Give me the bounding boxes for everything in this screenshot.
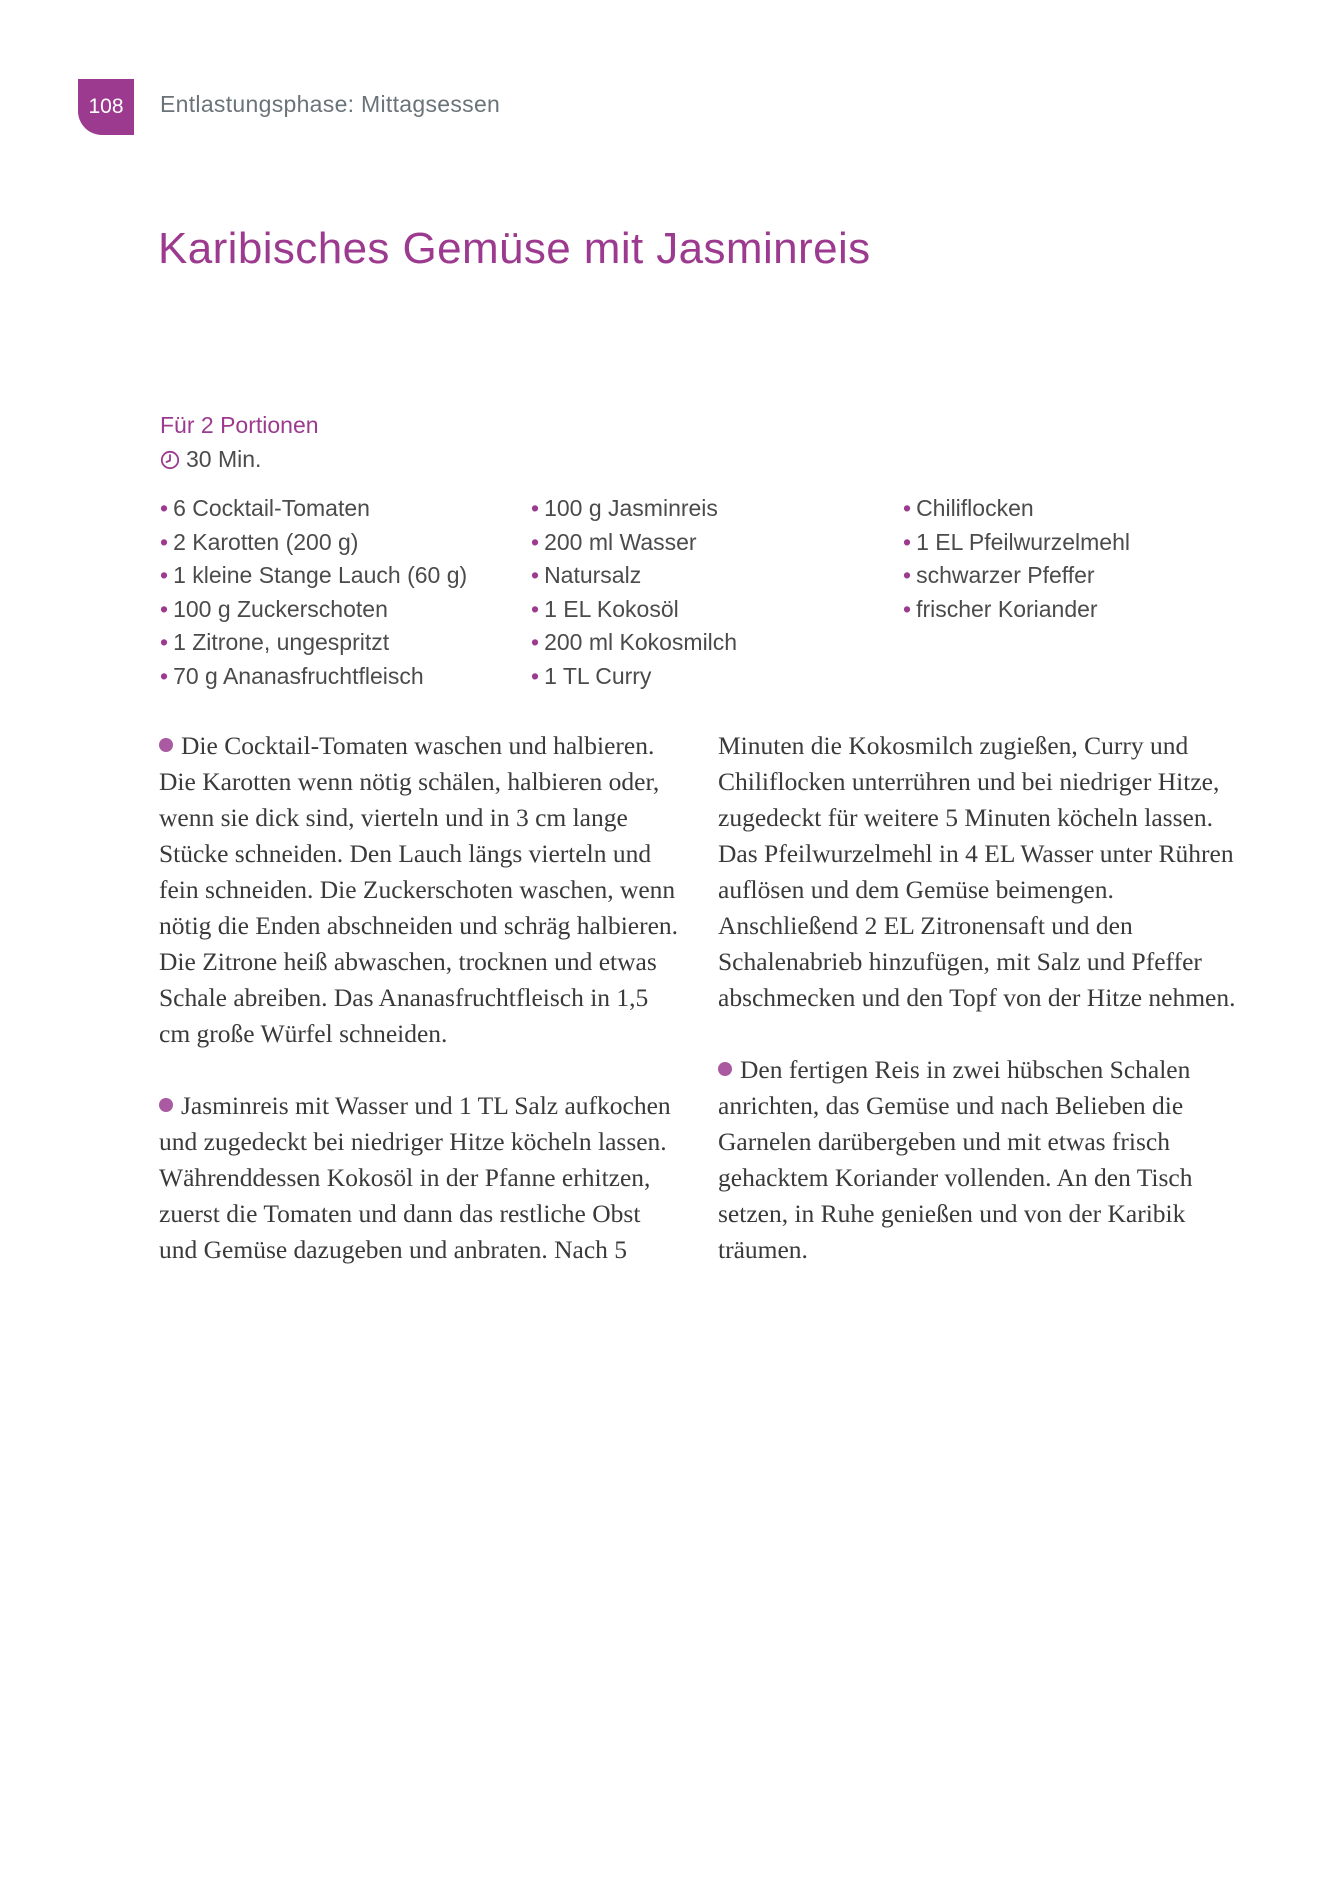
- instructions-left-column: [159, 728, 679, 1304]
- ingredient-list-col3: [903, 492, 1130, 626]
- prep-time: [160, 446, 261, 473]
- ingredient-item: • schwarzer Pfeffer: [903, 562, 1095, 588]
- bullet-icon: [159, 1098, 173, 1112]
- ingredient-item: • 200 ml Kokosmilch: [531, 629, 738, 655]
- servings: Für 2 Portionen: [160, 412, 319, 438]
- ingredient-item: • 1 Zitrone, ungespritzt: [160, 629, 390, 655]
- ingredient-list-col1: [160, 492, 467, 693]
- instruction-step-2-continued: Minuten die Kokosmilch zugießen, Curry und Chiliflocken unterrühren und bei niedriger Hitze, zugedeckt für weitere 5 Minuten köcheln lassen. Das Pfeilwurzelmehl in 4 EL Wasser unter Rühren auflösen und dem Gemüse beimengen. Anschließend 2 EL Zitronensaft und den Schalenabrieb hinzufügen, mit Salz und Pfeffer abschmecken und den Topf von der Hitze nehmen.: [718, 731, 1236, 1012]
- ingredient-item: • Chiliflocken: [903, 495, 1034, 521]
- clock-icon: [160, 450, 180, 470]
- ingredient-item: • 100 g Jasminreis: [531, 495, 718, 521]
- ingredient-item: • Natursalz: [531, 562, 642, 588]
- instruction-step-2: Jasminreis mit Wasser und 1 TL Salz aufkochen und zugedeckt bei niedriger Hitze köcheln lassen. Währenddessen Kokosöl in der Pfanne erhitzen, zuerst die Tomaten und dann das restliche Obst und Gemüse dazugeben und anbraten. Nach 5: [159, 1091, 671, 1264]
- ingredient-item: • 1 EL Pfeilwurzelmehl: [903, 528, 1130, 555]
- ingredient-item: • 1 EL Kokosöl: [531, 595, 679, 622]
- ingredient-item: • 6 Cocktail-Tomaten: [160, 495, 370, 521]
- bullet-icon: [718, 1062, 732, 1076]
- ingredient-item: • 1 kleine Stange Lauch (60 g): [160, 562, 468, 588]
- ingredient-item: • 70 g Ananasfruchtfleisch: [160, 662, 424, 689]
- ingredient-item: • 1 TL Curry: [531, 662, 652, 689]
- ingredient-item: • frischer Koriander: [903, 595, 1098, 622]
- instruction-step-1: Die Cocktail-Tomaten waschen und halbieren. Die Karotten wenn nötig schälen, halbieren oder, wenn sie dick sind, vierteln und in 3 cm lange Stücke schneiden. Den Lauch längs vierteln und fein schneiden. Die Zuckerschoten waschen, wenn nötig die Enden abschneiden und schräg halbieren. Die Zitrone heiß abwaschen, trocknen und etwas Schale abreiben. Das Ananasfruchtfleisch in 1,5 cm große Würfel schneiden.: [159, 731, 679, 1048]
- instructions-right-column: [718, 728, 1238, 1304]
- running-header: Entlastungsphase: Mittagsessen: [160, 91, 501, 117]
- ingredient-list-col2: [531, 492, 737, 693]
- page-number-badge: 108: [78, 79, 134, 135]
- ingredient-item: • 200 ml Wasser: [531, 528, 697, 555]
- instruction-step-3: Den fertigen Reis in zwei hübschen Schalen anrichten, das Gemüse und nach Belieben die Garnelen darübergeben und mit etwas frisch gehacktem Koriander vollenden. An den Tisch setzen, in Ruhe genießen und von der Karibik träumen.: [718, 1055, 1193, 1264]
- recipe-title: Karibisches Gemüse mit Jasminreis: [158, 224, 871, 273]
- ingredient-item: • 100 g Zuckerschoten: [160, 595, 388, 622]
- prep-time-label: 30 Min.: [186, 446, 262, 472]
- ingredient-item: • 2 Karotten (200 g): [160, 528, 359, 555]
- bullet-icon: [159, 738, 173, 752]
